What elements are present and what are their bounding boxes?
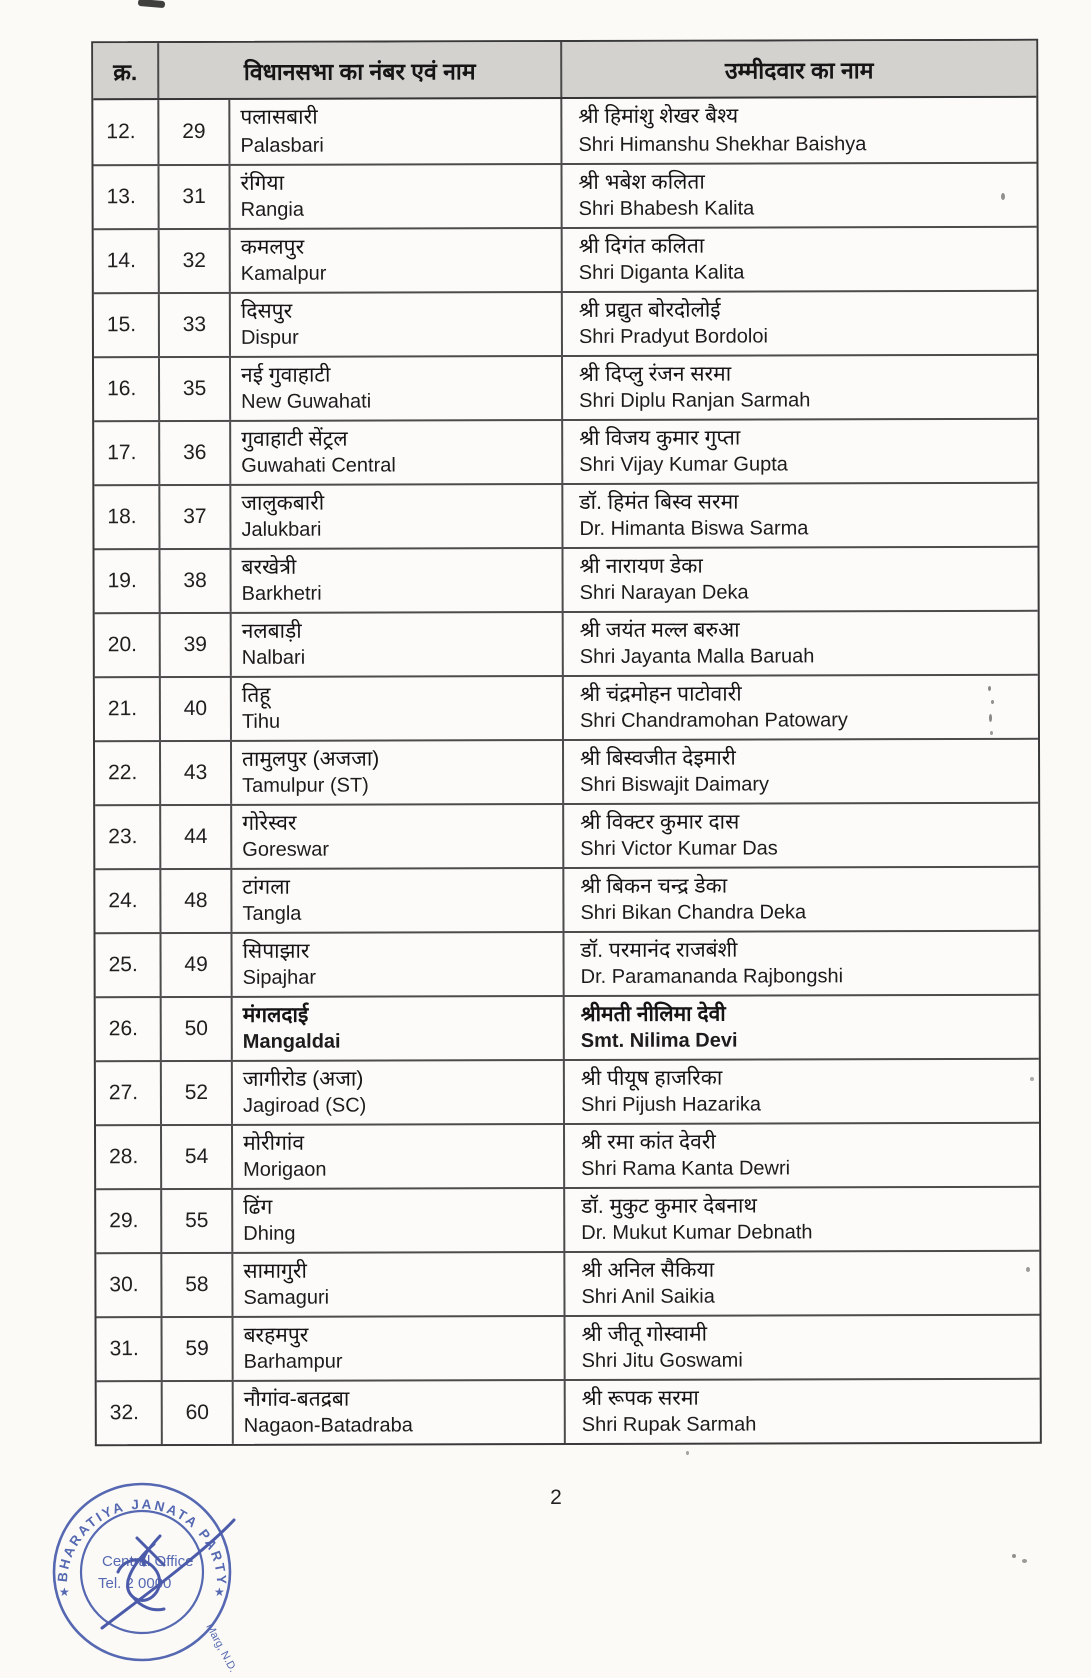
constituency-en: Dhing xyxy=(243,1222,296,1245)
candidate-hi: श्री बिस्वजीत देइमारी xyxy=(580,746,736,770)
constituency-hi: नलबाड़ी xyxy=(241,619,302,643)
constituency-hi: दिसपुर xyxy=(240,299,293,323)
row-sl: 23. xyxy=(108,825,138,849)
row-sl: 13. xyxy=(106,185,136,209)
stamp-star-left: ★ xyxy=(59,1585,70,1599)
row-no: 55 xyxy=(160,1190,231,1252)
candidate-en: Shri Biswajit Daimary xyxy=(580,773,770,796)
row-sl: 31. xyxy=(109,1337,139,1361)
row-sl: 24. xyxy=(108,889,138,913)
table-row xyxy=(96,1058,1039,1124)
row-sl: 17. xyxy=(107,441,137,465)
candidate-en: Shri Diganta Kalita xyxy=(578,261,745,284)
constituency-en: Palasbari xyxy=(240,134,324,157)
row-no: 38 xyxy=(158,550,229,612)
candidate-en: Dr. Himanta Biswa Sarma xyxy=(579,517,809,540)
stamp-inner-circle xyxy=(81,1511,203,1633)
candidate-en: Shri Jitu Goswami xyxy=(581,1349,743,1372)
table-row xyxy=(93,162,1036,228)
candidate-hi: श्री दिगंत कलिता xyxy=(578,234,705,258)
candidate-hi: श्री बिकन चन्द्र डेका xyxy=(580,874,728,898)
candidate-en: Shri Vijay Kumar Gupta xyxy=(579,453,788,476)
candidate-hi: श्री दिप्लु रंजन सरमा xyxy=(579,362,732,386)
constituency-en: Tangla xyxy=(242,902,302,925)
constituency-hi: मोरीगांव xyxy=(243,1131,305,1155)
row-no: 52 xyxy=(160,1062,231,1124)
table-row xyxy=(96,1122,1039,1188)
row-no: 32 xyxy=(158,230,229,292)
row-no: 31 xyxy=(157,166,228,228)
candidate-hi: श्री चंद्रमोहन पाटोवारी xyxy=(579,682,742,706)
constituency-hi: पलासबारी xyxy=(240,105,318,129)
table-body xyxy=(93,98,1040,1444)
candidate-en: Shri Victor Kumar Das xyxy=(580,837,778,860)
candidate-en: Dr. Paramananda Rajbongshi xyxy=(580,965,844,988)
constituency-hi: मंगलदाई xyxy=(242,1003,309,1027)
constituency-en: Samaguri xyxy=(243,1286,330,1309)
stamp-ring-text: BHARATIYA JANATA PARTY xyxy=(54,1496,230,1587)
constituency-hi: ढिंग xyxy=(243,1195,273,1219)
table-row xyxy=(95,930,1038,996)
table-header-row xyxy=(93,41,1036,100)
table-row xyxy=(97,1378,1040,1444)
candidate-hi: श्री जीतू गोस्वामी xyxy=(581,1322,708,1346)
table-row xyxy=(94,482,1037,548)
row-no: 37 xyxy=(158,486,229,548)
row-no: 59 xyxy=(161,1318,232,1380)
candidate-en: Shri Pradyut Bordoloi xyxy=(578,325,768,348)
page-number: 2 xyxy=(550,1486,562,1509)
table-row xyxy=(95,738,1038,804)
candidate-en: Shri Rupak Sarmah xyxy=(581,1413,757,1436)
constituency-en: Kamalpur xyxy=(240,262,327,285)
candidate-en: Shri Anil Saikia xyxy=(581,1285,715,1308)
constituency-hi: तामुलपुर (अजजा) xyxy=(242,747,380,771)
row-sl: 29. xyxy=(109,1209,139,1233)
constituency-en: Jagiroad (SC) xyxy=(242,1094,367,1117)
header-constituency: विधानसभा का नंबर एवं नाम xyxy=(157,42,560,98)
constituency-hi: नौगांव-बतद्रबा xyxy=(243,1387,350,1411)
constituency-en: Nagaon-Batadraba xyxy=(243,1414,413,1437)
row-no: 54 xyxy=(160,1126,231,1188)
candidate-hi: डॉ. मुकुट कुमार देबनाथ xyxy=(581,1194,757,1218)
constituency-hi: गुवाहाटी सेंट्रल xyxy=(241,427,348,451)
row-sl: 22. xyxy=(108,761,138,785)
row-sl: 26. xyxy=(108,1017,138,1041)
candidate-hi: डॉ. हिमंत बिस्व सरमा xyxy=(579,490,739,514)
constituency-hi: बरहमपुर xyxy=(243,1323,309,1347)
stamp-star-right: ★ xyxy=(214,1585,225,1599)
row-no: 50 xyxy=(160,998,231,1060)
row-no: 48 xyxy=(159,870,230,932)
candidate-en: Shri Diplu Ranjan Sarmah xyxy=(579,389,811,412)
table-row xyxy=(95,802,1038,868)
candidate-hi: श्री विजय कुमार गुप्ता xyxy=(579,426,741,450)
row-sl: 25. xyxy=(108,953,138,977)
constituency-en: Tamulpur (ST) xyxy=(242,774,369,797)
candidate-en: Shri Chandramohan Patowary xyxy=(579,709,848,732)
row-no: 40 xyxy=(159,678,230,740)
constituency-hi: रंगिया xyxy=(240,171,285,195)
constituency-hi: नई गुवाहाटी xyxy=(241,363,331,387)
table-row xyxy=(94,418,1037,484)
constituency-hi: सिपाझार xyxy=(242,939,310,963)
row-no: 35 xyxy=(158,358,229,420)
candidate-en: Smt. Nilima Devi xyxy=(580,1029,738,1052)
candidate-hi: श्री रूपक सरमा xyxy=(581,1386,699,1410)
constituency-en: Sipajhar xyxy=(242,966,317,989)
row-sl: 28. xyxy=(109,1145,139,1169)
candidate-hi: श्री नारायण डेका xyxy=(579,554,703,578)
candidate-hi: श्रीमती नीलिमा देवी xyxy=(580,1002,726,1026)
candidate-hi: श्री विक्टर कुमार दास xyxy=(580,810,740,834)
constituency-en: Mangaldai xyxy=(242,1030,341,1053)
constituency-hi: टांगला xyxy=(242,875,290,899)
constituency-hi: कमलपुर xyxy=(240,235,305,259)
constituency-en: New Guwahati xyxy=(241,390,372,413)
constituency-en: Nalbari xyxy=(241,646,306,669)
party-office-stamp xyxy=(36,1466,248,1678)
row-sl: 27. xyxy=(108,1081,139,1105)
constituency-en: Jalukbari xyxy=(241,518,322,541)
candidate-hi: श्री अनिल सैकिया xyxy=(581,1258,715,1282)
row-sl: 20. xyxy=(107,633,137,657)
constituency-hi: जागीरोड (अजा) xyxy=(242,1067,364,1091)
table-row xyxy=(94,354,1037,420)
row-no: 44 xyxy=(159,806,230,868)
stamp-center-line1: Central Office xyxy=(102,1553,194,1570)
table-row xyxy=(94,546,1037,612)
row-sl: 16. xyxy=(107,377,137,401)
table-row xyxy=(96,1186,1039,1252)
candidate-hi: श्री भबेश कलिता xyxy=(578,170,705,194)
constituency-hi: गोरेस्वर xyxy=(242,811,297,835)
row-no: 36 xyxy=(158,422,229,484)
row-no: 29 xyxy=(157,100,228,164)
constituency-hi: जालुकबारी xyxy=(241,491,325,515)
constituency-en: Goreswar xyxy=(242,838,330,861)
candidate-en: Shri Bhabesh Kalita xyxy=(578,197,755,220)
constituency-en: Rangia xyxy=(240,198,305,221)
constituency-hi: सामागुरी xyxy=(243,1259,307,1283)
row-no: 60 xyxy=(161,1382,232,1444)
candidate-hi: श्री प्रद्युत बोरदोलोई xyxy=(578,298,721,322)
row-no: 43 xyxy=(159,742,230,804)
candidate-hi: श्री जयंत मल्ल बरुआ xyxy=(579,618,740,642)
candidate-en: Shri Bikan Chandra Deka xyxy=(580,901,807,924)
row-sl: 14. xyxy=(106,249,136,273)
row-no: 33 xyxy=(158,294,229,356)
row-sl: 32. xyxy=(109,1401,139,1425)
candidate-en: Dr. Mukut Kumar Debnath xyxy=(581,1221,813,1244)
constituency-en: Tihu xyxy=(241,710,281,733)
candidate-en: Shri Jayanta Malla Baruah xyxy=(579,645,815,668)
row-sl: 21. xyxy=(107,697,138,721)
constituency-en: Barhampur xyxy=(243,1350,343,1373)
table-row xyxy=(95,674,1038,740)
table-row xyxy=(97,1314,1040,1380)
header-candidate: उम्मीदवार का नाम xyxy=(560,41,1036,97)
candidate-en: Shri Pijush Hazarika xyxy=(580,1093,762,1116)
row-no: 49 xyxy=(160,934,231,996)
table-row xyxy=(95,610,1038,676)
candidate-hi: श्री हिमांशु शेखर बैश्य xyxy=(578,104,739,128)
scan-smudge xyxy=(138,0,166,8)
table-row xyxy=(96,1250,1039,1316)
stamp-ring-bottom-text: Marg, N.D. xyxy=(203,1621,239,1675)
candidate-hi: डॉ. परमानंद राजबंशी xyxy=(580,938,738,962)
header-serial: क्र. xyxy=(113,58,138,85)
stamp-center-line2: Tel. 2 0000 xyxy=(98,1575,172,1592)
candidate-hi: श्री पीयूष हाजरिका xyxy=(580,1066,723,1090)
row-sl: 12. xyxy=(106,120,136,144)
candidate-hi: श्री रमा कांत देवरी xyxy=(581,1130,716,1154)
table-row xyxy=(96,994,1039,1060)
constituency-hi: तिहू xyxy=(241,683,271,707)
candidate-table xyxy=(91,39,1042,1446)
candidate-en: Shri Narayan Deka xyxy=(579,581,749,604)
constituency-hi: बरखेत्री xyxy=(241,555,297,579)
row-no: 39 xyxy=(159,614,230,676)
table-row xyxy=(94,290,1037,356)
constituency-en: Barkhetri xyxy=(241,582,322,605)
row-sl: 19. xyxy=(107,569,137,593)
constituency-en: Morigaon xyxy=(243,1158,327,1181)
row-no: 58 xyxy=(160,1254,231,1316)
candidate-en: Shri Himanshu Shekhar Baishya xyxy=(578,133,867,156)
row-sl: 30. xyxy=(109,1273,139,1297)
table-row xyxy=(95,866,1038,932)
table-row xyxy=(94,226,1037,292)
constituency-en: Guwahati Central xyxy=(241,454,396,477)
row-sl: 15. xyxy=(106,313,137,337)
candidate-en: Shri Rama Kanta Dewri xyxy=(581,1157,791,1180)
constituency-en: Dispur xyxy=(240,326,299,349)
row-sl: 18. xyxy=(107,505,137,529)
table-row xyxy=(93,98,1036,164)
